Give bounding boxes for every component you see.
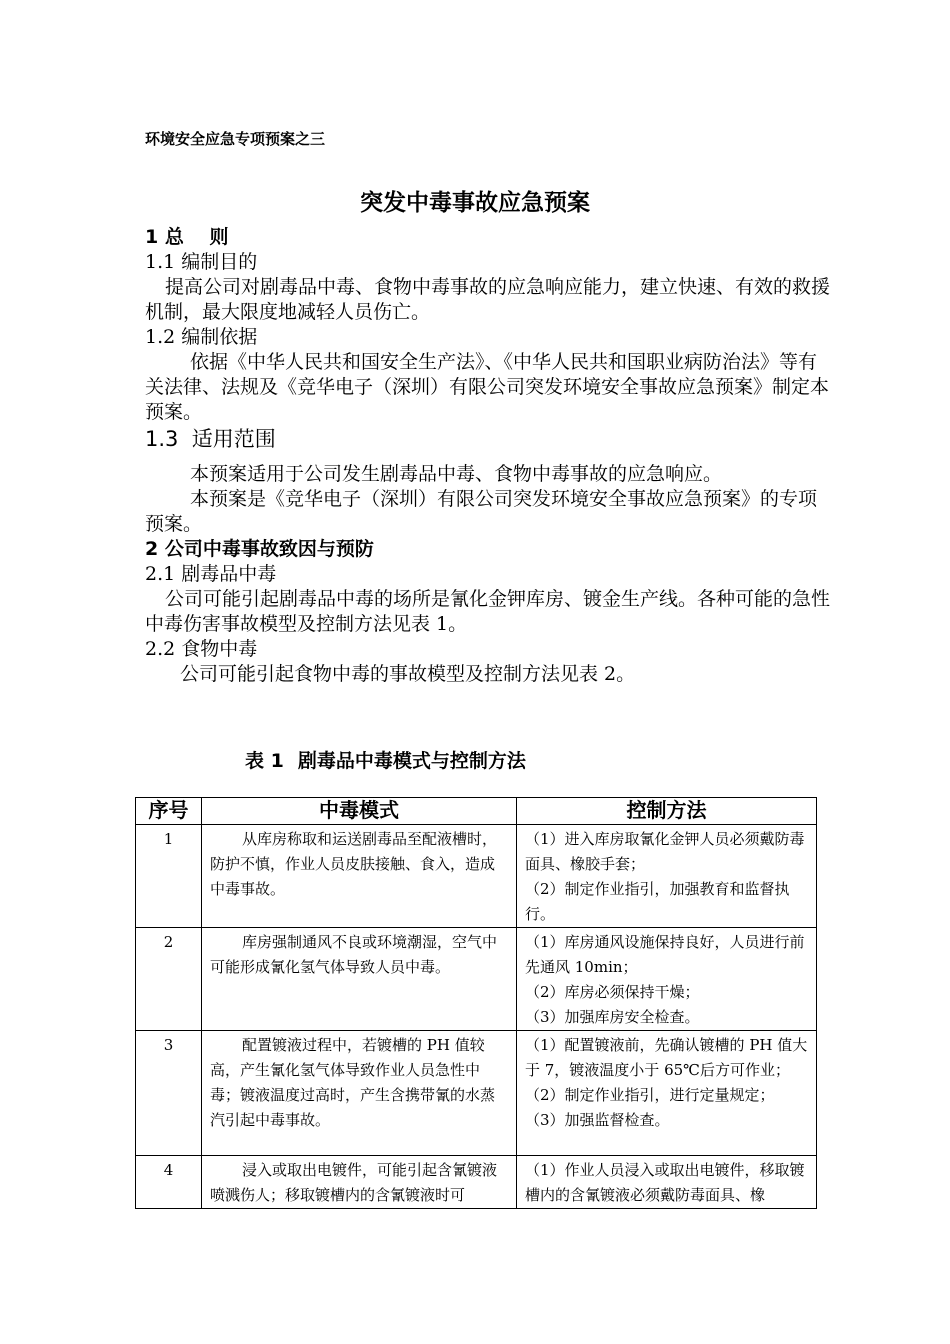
table-caption-number: 表 1	[245, 750, 284, 772]
table-row	[136, 1156, 817, 1209]
row-control	[517, 1031, 817, 1156]
section-heading-1: 1 总 则	[145, 226, 229, 248]
table-row	[136, 928, 817, 1031]
series-label: 环境安全应急专项预案之三	[145, 130, 326, 148]
row-mode: 配置镀液过程中，若镀槽的 PH 值较高，产生氰化氢气体导致作业人员急性中毒；镀液温度过高时，产生含携带氰的水蒸汽引起中毒事故。	[202, 1031, 517, 1156]
control-item: （3）加强监督检查。	[525, 1111, 670, 1129]
row-number: 3	[136, 1031, 202, 1156]
control-item: （2）制定作业指引，进行定量规定；	[525, 1086, 775, 1104]
section-heading-2-2: 2.2 食物中毒	[145, 638, 258, 660]
control-item: （2）库房必须保持干燥；	[525, 983, 700, 1001]
section-heading-1-1: 1.1 编制目的	[145, 251, 258, 273]
row-number: 4	[136, 1156, 202, 1209]
table-caption-text: 剧毒品中毒模式与控制方法	[297, 750, 526, 772]
row-mode: 从库房称取和运送剧毒品至配液槽时，防护不慎，作业人员皮肤接触、食入，造成中毒事故。	[202, 825, 517, 928]
table-header-row	[136, 798, 817, 825]
section-label-1-3: 适用范围	[191, 427, 276, 451]
row-control	[517, 928, 817, 1031]
row-mode: 浸入或取出电镀件，可能引起含氰镀液喷溅伤人；移取镀槽内的含氰镀液时可	[202, 1156, 517, 1209]
row-number: 1	[136, 825, 202, 928]
control-item: （1）作业人员浸入或取出电镀件，移取镀槽内的含氰镀液必须戴防毒面具、橡	[525, 1161, 805, 1204]
row-number: 2	[136, 928, 202, 1031]
document-body	[145, 225, 830, 687]
row-control	[517, 1156, 817, 1209]
header-control: 控制方法	[517, 798, 817, 825]
control-item: （1）配置镀液前，先确认镀槽的 PH 值大于 7，镀液温度小于 65℃后方可作业；	[525, 1036, 808, 1079]
header-no: 序号	[136, 798, 202, 825]
control-item: （3）加强库房安全检查。	[525, 1008, 700, 1026]
row-mode: 库房强制通风不良或环境潮湿，空气中可能形成氰化氢气体导致人员中毒。	[202, 928, 517, 1031]
paragraph-1-2: 依据《中华人民共和国安全生产法》、《中华人民共和国职业病防治法》等有关法律、法规及《竞华电子（深圳）有限公司突发环境安全事故应急预案》制定本预案。	[145, 351, 830, 423]
poisoning-table	[135, 797, 817, 1209]
table-row	[136, 825, 817, 928]
paragraph-2-1: 公司可能引起剧毒品中毒的场所是氰化金钾库房、镀金生产线。各种可能的急性中毒伤害事故模型及控制方法见表 1。	[145, 588, 831, 635]
section-heading-1-2: 1.2 编制依据	[145, 326, 258, 348]
page-title: 突发中毒事故应急预案	[360, 190, 590, 216]
paragraph-1-3-b: 本预案是《竞华电子（深圳）有限公司突发环境安全事故应急预案》的专项预案。	[145, 488, 818, 535]
paragraph-2-2: 公司可能引起食物中毒的事故模型及控制方法见表 2。	[180, 663, 636, 685]
control-item: （2）制定作业指引，加强教育和监督执行。	[525, 880, 790, 923]
section-heading-2: 2 公司中毒事故致因与预防	[145, 538, 374, 560]
table-row	[136, 1031, 817, 1156]
row-control	[517, 825, 817, 928]
section-heading-2-1: 2.1 剧毒品中毒	[145, 563, 277, 585]
section-heading-1-3	[145, 427, 830, 452]
control-item: （1）库房通风设施保持良好，人员进行前先通风 10min；	[525, 933, 805, 976]
table-caption	[245, 746, 526, 773]
header-mode: 中毒模式	[202, 798, 517, 825]
control-item: （1）进入库房取氰化金钾人员必须戴防毒面具、橡胶手套；	[525, 830, 805, 873]
section-number-1-3: 1.3	[145, 427, 179, 451]
paragraph-1-1: 提高公司对剧毒品中毒、食物中毒事故的应急响应能力，建立快速、有效的救援机制，最大限度地减轻人员伤亡。	[145, 276, 831, 323]
paragraph-1-3-a: 本预案适用于公司发生剧毒品中毒、食物中毒事故的应急响应。	[190, 463, 723, 485]
